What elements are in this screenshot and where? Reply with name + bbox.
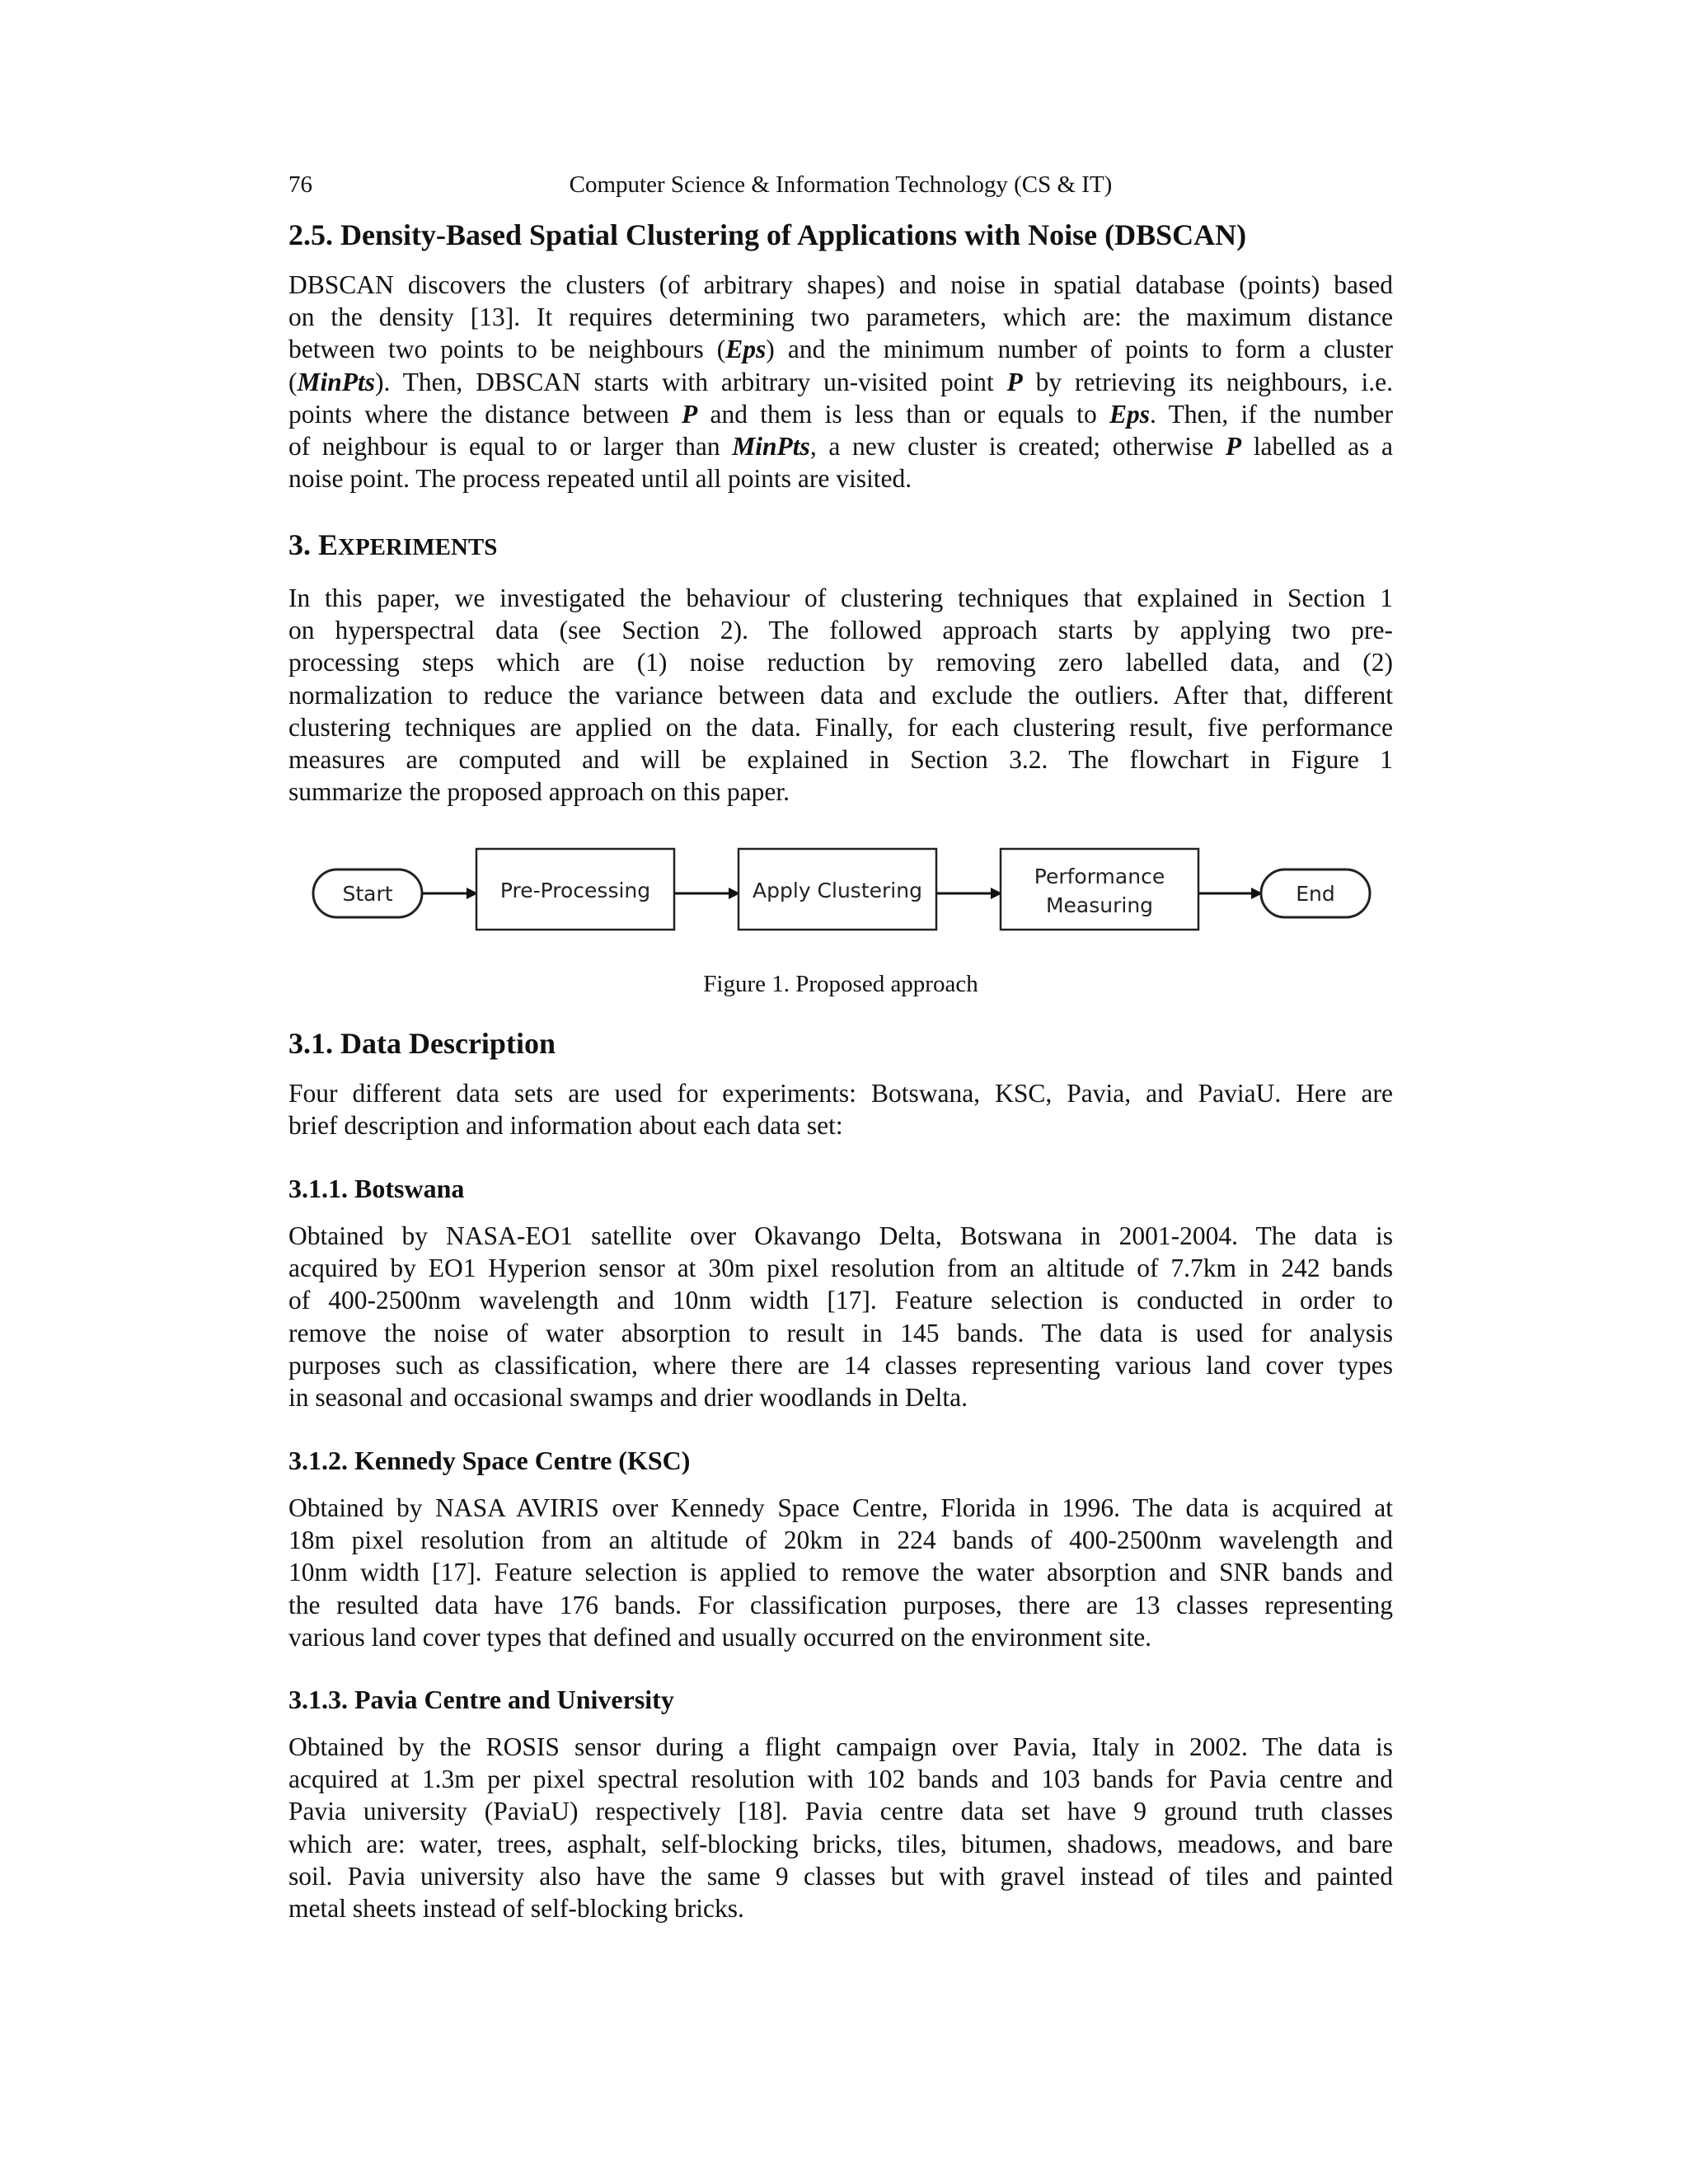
paragraph-line: In this paper, we investigated the behaviour of clustering techniques that explained in Section 1 bbox=[288, 583, 1393, 612]
flow-node-clustering bbox=[738, 849, 936, 930]
figure-flowchart bbox=[288, 845, 1393, 952]
section-heading-3-1: 3.1. Data Description bbox=[288, 1027, 556, 1060]
paragraph-line: Obtained by NASA-EO1 satellite over Okavango Delta, Botswana in 2001-2004. The data is bbox=[288, 1221, 1393, 1250]
paragraph-line: Obtained by the ROSIS sensor during a flight campaign over Pavia, Italy in 2002. The data is bbox=[288, 1732, 1393, 1761]
term-eps: Eps bbox=[1109, 399, 1151, 429]
paragraph-line: purposes such as classification, where there are 14 classes representing various land cover types bbox=[288, 1350, 1393, 1380]
flow-node-performance-label-2: Measuring bbox=[1045, 893, 1154, 917]
term-minpts: MinPts bbox=[297, 367, 376, 396]
journal-name: Computer Science & Information Technology (CS & IT) bbox=[569, 171, 1113, 198]
paragraph-pavia bbox=[288, 1731, 1393, 1924]
flow-node-preprocessing bbox=[476, 849, 674, 930]
paragraph-line: between two points to be neighbours (Eps) and the minimum number of points to form a cluster bbox=[288, 335, 1393, 364]
figure-caption: Figure 1. Proposed approach bbox=[703, 971, 978, 997]
subsection-heading-3-1-3: 3.1.3. Pavia Centre and University bbox=[288, 1685, 674, 1714]
flow-node-performance-label-1: Performance bbox=[1034, 865, 1165, 888]
paragraph-botswana bbox=[288, 1220, 1393, 1413]
flow-node-start-label: Start bbox=[342, 882, 393, 906]
flow-node-clustering-label: Apply Clustering bbox=[753, 879, 922, 902]
subsection-heading-3-1-2: 3.1.2. Kennedy Space Centre (KSC) bbox=[288, 1446, 691, 1475]
flow-node-end-label: End bbox=[1296, 882, 1335, 906]
term-eps: Eps bbox=[725, 335, 767, 364]
paragraph-line: on hyperspectral data (see Section 2). The followed approach starts by applying two pre- bbox=[288, 616, 1393, 645]
term-p: P bbox=[1006, 367, 1023, 396]
paragraph-line: of neighbour is equal to or larger than MinPts, a new cluster is created; otherwise P labelled as a bbox=[288, 431, 1393, 461]
flowchart-diagram bbox=[288, 845, 1393, 952]
paragraph-line: acquired by EO1 Hyperion sensor at 30m pixel resolution from an altitude of 7.7km in 242 bands bbox=[288, 1254, 1393, 1283]
flow-node-end bbox=[1261, 869, 1370, 917]
section-heading-2-5: 2.5. Density-Based Spatial Clustering of Applications with Noise (DBSCAN) bbox=[288, 218, 1247, 251]
paragraph-line: on the density [13]. It requires determining two parameters, which are: the maximum distance bbox=[288, 302, 1393, 332]
paragraph-line: various land cover types that defined and usually occurred on the environment site. bbox=[288, 1622, 1152, 1652]
page-number: 76 bbox=[288, 171, 312, 198]
term-p: P bbox=[682, 399, 698, 429]
paragraph-data-description bbox=[288, 1077, 1393, 1141]
term-p: P bbox=[1225, 431, 1242, 461]
subsection-heading-3-1-1: 3.1.1. Botswana bbox=[288, 1174, 465, 1203]
paragraph-line: 10nm width [17]. Feature selection is applied to remove the water absorption and SNR bands and bbox=[288, 1558, 1393, 1587]
paragraph-line: noise point. The process repeated until all points are visited. bbox=[288, 464, 912, 494]
flow-node-performance bbox=[1001, 849, 1198, 930]
paragraph-line: (MinPts). Then, DBSCAN starts with arbitrary un-visited point P by retrieving its neighbours, i.e. bbox=[288, 367, 1393, 396]
paragraph-line: processing steps which are (1) noise reduction by removing zero labelled data, and (2) bbox=[288, 648, 1393, 677]
paragraph-line: normalization to reduce the variance between data and exclude the outliers. After that, different bbox=[288, 680, 1393, 710]
paragraph-line: Pavia university (PaviaU) respectively [18]. Pavia centre data set have 9 ground truth classes bbox=[288, 1797, 1393, 1826]
paragraph-line: clustering techniques are applied on the data. Finally, for each clustering result, five performance bbox=[288, 712, 1393, 742]
paragraph-line: remove the noise of water absorption to result in 145 bands. The data is used for analysis bbox=[288, 1318, 1393, 1347]
paragraph-line: measures are computed and will be explained in Section 3.2. The flowchart in Figure 1 bbox=[288, 744, 1393, 774]
paragraph-line: the resulted data have 176 bands. For classification purposes, there are 13 classes representing bbox=[288, 1590, 1393, 1619]
section-heading-experiments: 3. EXPERIMENTS bbox=[288, 528, 498, 561]
paragraph-line: 18m pixel resolution from an altitude of 20km in 224 bands of 400-2500nm wavelength and bbox=[288, 1526, 1393, 1555]
flow-node-start bbox=[313, 869, 422, 917]
paragraph-line: points where the distance between P and them is less than or equals to Eps. Then, if the number bbox=[288, 399, 1393, 429]
paragraph-dbscan bbox=[288, 269, 1393, 494]
paragraph-line: of 400-2500nm wavelength and 10nm width [17]. Feature selection is conducted in order to bbox=[288, 1286, 1393, 1315]
paragraph-line: which are: water, trees, asphalt, self-blocking bricks, tiles, bitumen, shadows, meadows, and bare bbox=[288, 1829, 1393, 1858]
paragraph-ksc bbox=[288, 1492, 1393, 1653]
term-minpts: MinPts bbox=[732, 431, 810, 461]
paragraph-line: Obtained by NASA AVIRIS over Kennedy Space Centre, Florida in 1996. The data is acquired at bbox=[288, 1493, 1393, 1522]
paragraph-experiments bbox=[288, 582, 1393, 808]
paragraph-line: summarize the proposed approach on this paper. bbox=[288, 777, 790, 807]
paragraph-line: metal sheets instead of self-blocking bricks. bbox=[288, 1893, 744, 1923]
paragraph-line: soil. Pavia university also have the same 9 classes but with gravel instead of tiles and painted bbox=[288, 1861, 1393, 1891]
paragraph-line: Four different data sets are used for experiments: Botswana, KSC, Pavia, and PaviaU. Here are bbox=[288, 1079, 1393, 1108]
running-header bbox=[288, 171, 1393, 204]
paragraph-line: DBSCAN discovers the clusters (of arbitrary shapes) and noise in spatial database (points) based bbox=[288, 270, 1393, 299]
paragraph-line: brief description and information about each data set: bbox=[288, 1111, 843, 1141]
paragraph-line: in seasonal and occasional swamps and drier woodlands in Delta. bbox=[288, 1382, 968, 1412]
paragraph-line: acquired at 1.3m per pixel spectral resolution with 102 bands and 103 bands for Pavia centre and bbox=[288, 1765, 1393, 1794]
flow-node-preprocessing-label: Pre-Processing bbox=[499, 879, 651, 902]
